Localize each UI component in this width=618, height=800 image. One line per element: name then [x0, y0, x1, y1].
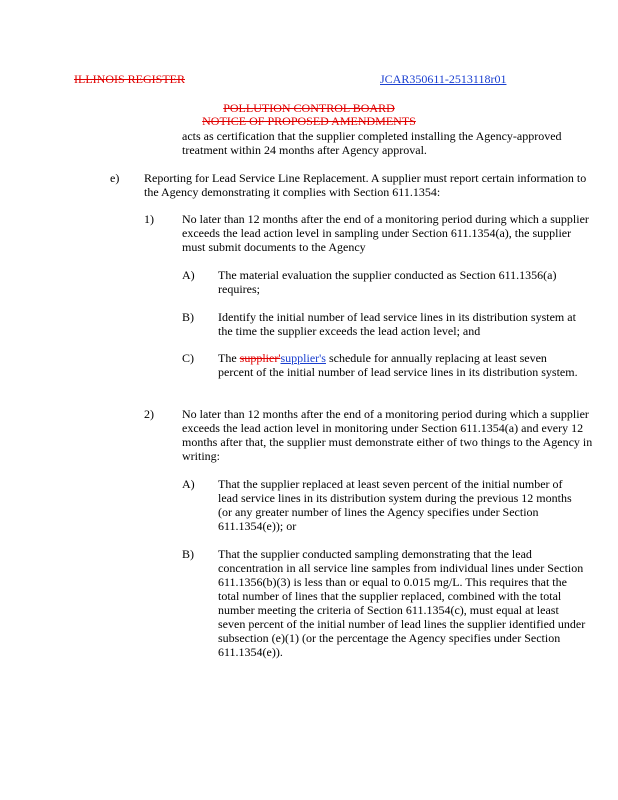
item-2a-text: That the supplier replaced at least seven percent of the initial number of lead service lines in its distribution system during the previous 12 months (or any greater number of lines the Agency specifies under Section 611.1354(e)); or: [218, 477, 572, 533]
jcar-code: JCAR350611-2513118r01: [380, 72, 507, 86]
item-1c-text-start: The: [218, 351, 240, 365]
item-1c-text-end: schedule for annually replacing at least seven percent of the initial number of lead service lines in its distribution system.: [218, 351, 578, 379]
notice-title: NOTICE OF PROPOSED AMENDMENTS: [202, 114, 416, 128]
section-e-text: Reporting for Lead Service Line Replacement. A supplier must report certain information to the Agency demonstrating it complies with Section 611.1354:: [144, 171, 587, 199]
item-2b-label: B): [182, 547, 194, 561]
continuation-paragraph: acts as certification that the supplier completed installing the Agency-approved treatment within 24 months after Agency approval.: [182, 129, 562, 157]
inserted-text: supplier's: [280, 351, 326, 365]
item-1c-label: C): [182, 351, 194, 365]
item-1a-label: A): [182, 268, 195, 282]
section-e-label: e): [110, 171, 120, 185]
item-1-text: No later than 12 months after the end of a monitoring period during which a supplier exceeds the lead action level in sampling under Section 611.1354(a), the supplier must submit documents to the Agency: [182, 212, 589, 254]
struck-text: supplier': [239, 351, 281, 365]
item-2b-text: That the supplier conducted sampling demonstrating that the lead concentration in all service line samples from individual lines under Section 611.1356(b)(3) is less than or equal to 0.015 mg/L. This requires that the total number of lines that the supplier replaced, combined with the total number meeting the criteria of Section 611.1354(c), must equal at least seven percent of the initial number of lead lines the supplier identified under subsection (e)(1) (or the percentage the Agency specifies under Section 611.1354(e)).: [218, 547, 586, 659]
item-1b-label: B): [182, 310, 194, 324]
register-header: ILLINOIS REGISTER: [74, 72, 185, 86]
item-2-label: 2): [144, 407, 154, 421]
item-1b-text: Identify the initial number of lead service lines in its distribution system at the time the supplier exceeds the lead action level; and: [218, 310, 576, 338]
board-title: POLLUTION CONTROL BOARD: [223, 101, 395, 115]
item-1-label: 1): [144, 212, 154, 226]
item-2a-label: A): [182, 477, 195, 491]
item-2-text: No later than 12 months after the end of a monitoring period during which a supplier exceeds the lead action level in monitoring under Section 611.1354(a) and every 12 months after that, the supplier must demonstrate either of two things to the Agency in writing:: [182, 407, 593, 463]
item-1c-text: [218, 351, 578, 379]
item-1a-text: The material evaluation the supplier conducted as Section 611.1356(a) requires;: [218, 268, 557, 296]
